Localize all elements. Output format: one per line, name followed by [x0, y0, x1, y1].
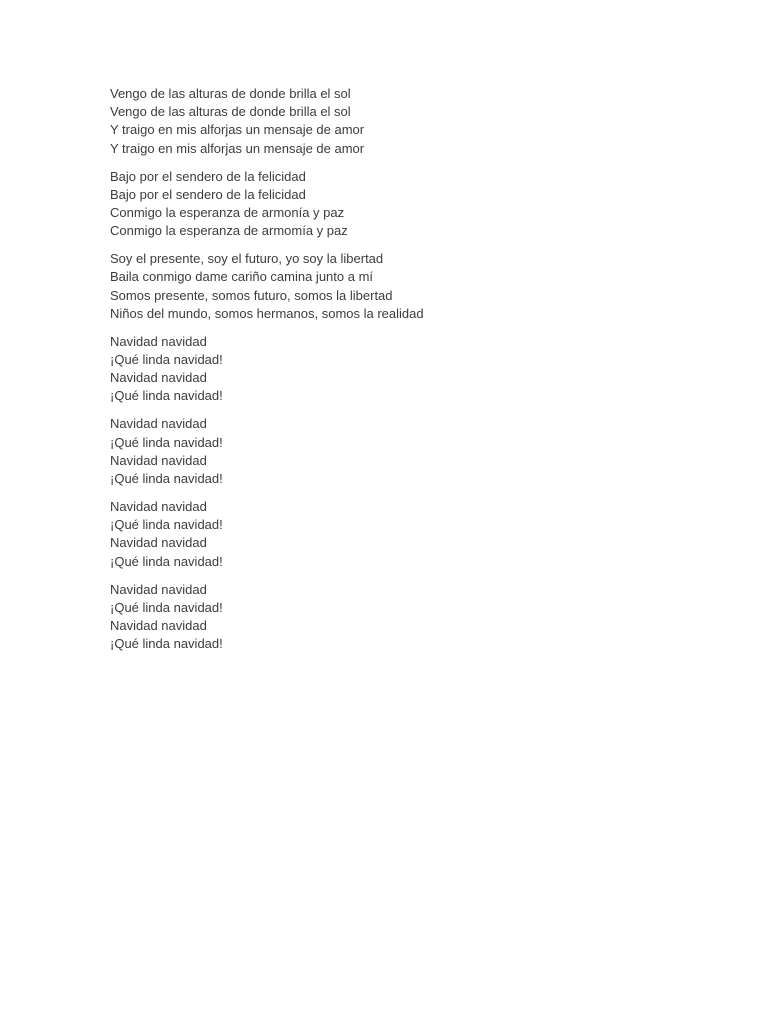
lyric-line: ¡Qué linda navidad! — [110, 388, 223, 404]
lyric-line: Conmigo la esperanza de armomía y paz — [110, 223, 348, 239]
stanza-4 — [110, 333, 710, 406]
lyric-line: ¡Qué linda navidad! — [110, 553, 223, 569]
lyric-line: ¡Qué linda navidad! — [110, 434, 223, 450]
lyric-line: ¡Qué linda navidad! — [110, 517, 223, 533]
stanza-6 — [110, 498, 710, 571]
lyric-line: ¡Qué linda navidad! — [110, 352, 223, 368]
lyric-line: Navidad navidad — [110, 618, 207, 634]
lyric-line: Navidad navidad — [110, 370, 207, 386]
lyric-line: Soy el presente, soy el futuro, yo soy la libertad — [110, 251, 384, 267]
stanza-7 — [110, 581, 710, 654]
lyric-line: Conmigo la esperanza de armonía y paz — [110, 205, 345, 221]
lyric-line: Navidad navidad — [110, 416, 207, 432]
lyric-line: Somos presente, somos futuro, somos la libertad — [110, 287, 393, 303]
lyric-line: Niños del mundo, somos hermanos, somos la realidad — [110, 305, 424, 321]
lyric-line: Navidad navidad — [110, 499, 207, 515]
lyric-line: Baila conmigo dame cariño camina junto a mí — [110, 269, 374, 285]
lyric-line: ¡Qué linda navidad! — [110, 599, 223, 615]
stanza-2 — [110, 168, 710, 241]
lyric-line: Vengo de las alturas de donde brilla el sol — [110, 104, 351, 120]
lyric-line: Navidad navidad — [110, 452, 207, 468]
lyric-line: Y traigo en mis alforjas un mensaje de amor — [110, 122, 365, 138]
lyric-line: Bajo por el sendero de la felicidad — [110, 186, 306, 202]
lyric-line: Navidad navidad — [110, 333, 207, 349]
lyric-line: Y traigo en mis alforjas un mensaje de amor — [110, 140, 365, 156]
stanza-5 — [110, 415, 710, 488]
lyric-line: Vengo de las alturas de donde brilla el sol — [110, 86, 351, 101]
lyric-line: ¡Qué linda navidad! — [110, 636, 223, 652]
lyrics-body — [110, 85, 710, 663]
stanza-3 — [110, 250, 710, 323]
stanza-1 — [110, 85, 710, 158]
lyric-line: Bajo por el sendero de la felicidad — [110, 168, 306, 184]
lyric-line: ¡Qué linda navidad! — [110, 471, 223, 487]
lyric-line: Navidad navidad — [110, 581, 207, 597]
lyric-line: Navidad navidad — [110, 535, 207, 551]
